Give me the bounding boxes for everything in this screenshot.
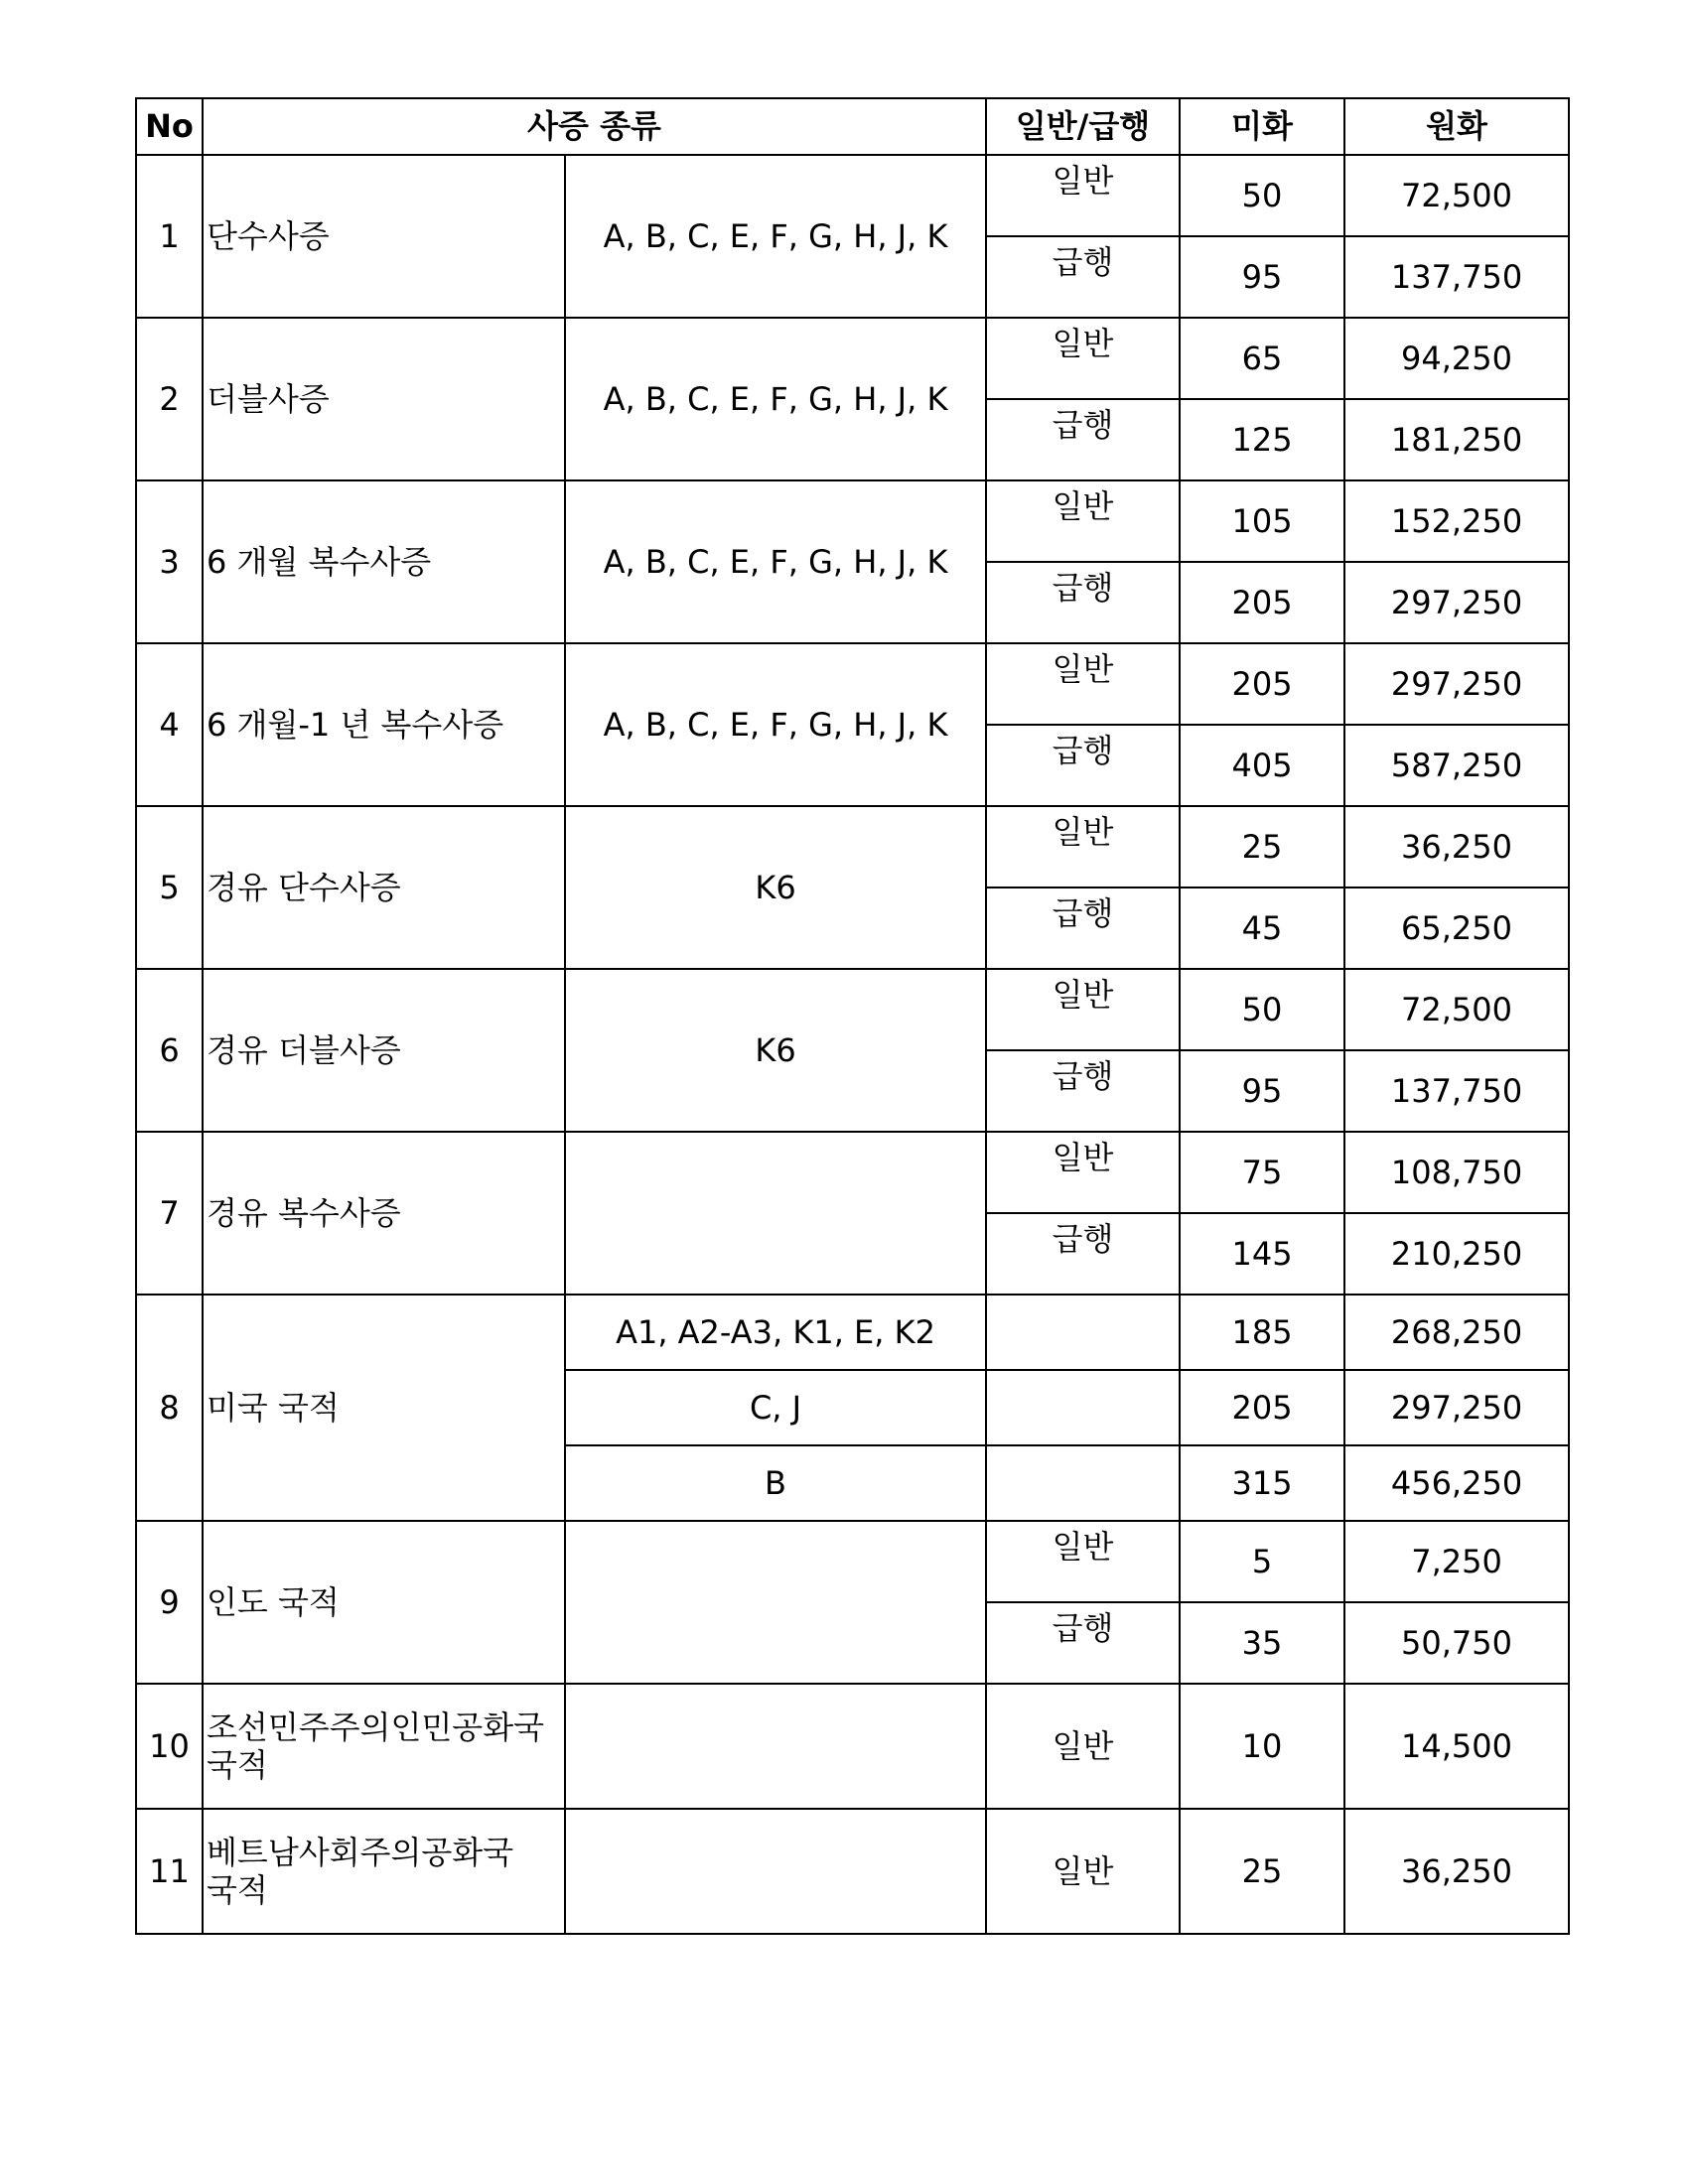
header-speed: 일반/급행 [986, 98, 1180, 155]
row-number: 7 [136, 1132, 203, 1295]
fee-usd: 315 [1180, 1445, 1344, 1521]
table-row [136, 1132, 1569, 1213]
fee-usd: 45 [1180, 887, 1344, 969]
table-row [136, 1684, 1569, 1809]
visa-name [203, 1684, 565, 1809]
fee-krw: 36,250 [1344, 806, 1569, 887]
table-row [136, 155, 1569, 236]
processing-speed [986, 1445, 1180, 1521]
processing-speed: 급행 [986, 887, 1180, 969]
fee-usd: 75 [1180, 1132, 1344, 1213]
fee-usd: 25 [1180, 1809, 1344, 1934]
visa-categories: A, B, C, E, F, G, H, J, K [565, 480, 986, 643]
fee-krw: 297,250 [1344, 1370, 1569, 1445]
fee-usd: 35 [1180, 1602, 1344, 1684]
visa-name-line: 6 개월 복수사증 [207, 542, 432, 581]
processing-speed: 일반 [986, 1684, 1180, 1809]
row-number: 2 [136, 318, 203, 480]
fee-krw: 268,250 [1344, 1295, 1569, 1370]
visa-name [203, 480, 565, 643]
fee-usd: 405 [1180, 725, 1344, 806]
processing-speed: 급행 [986, 1050, 1180, 1132]
processing-speed: 급행 [986, 399, 1180, 480]
fee-usd: 205 [1180, 643, 1344, 725]
visa-name-line: 6 개월-1 년 복수사증 [207, 705, 504, 744]
visa-name [203, 643, 565, 806]
fee-usd: 185 [1180, 1295, 1344, 1370]
table-row [136, 1521, 1569, 1602]
fee-krw: 137,750 [1344, 1050, 1569, 1132]
table-row [136, 480, 1569, 562]
processing-speed: 일반 [986, 806, 1180, 887]
header-no: No [136, 98, 203, 155]
visa-categories: K6 [565, 969, 986, 1132]
visa-name-line: 경유 더블사증 [207, 1030, 401, 1069]
visa-name-line: 경유 복수사증 [207, 1193, 401, 1232]
visa-name [203, 318, 565, 480]
fee-usd: 95 [1180, 236, 1344, 318]
processing-speed: 급행 [986, 562, 1180, 643]
row-number: 4 [136, 643, 203, 806]
row-number: 10 [136, 1684, 203, 1809]
visa-categories: A, B, C, E, F, G, H, J, K [565, 155, 986, 318]
visa-name [203, 969, 565, 1132]
processing-speed: 급행 [986, 236, 1180, 318]
processing-speed: 일반 [986, 969, 1180, 1050]
fee-usd: 95 [1180, 1050, 1344, 1132]
fee-krw: 587,250 [1344, 725, 1569, 806]
fee-krw: 210,250 [1344, 1213, 1569, 1295]
header-row [136, 98, 1569, 155]
fee-krw: 72,500 [1344, 969, 1569, 1050]
processing-speed: 일반 [986, 643, 1180, 725]
row-number: 1 [136, 155, 203, 318]
visa-name-line: 국적 [207, 1746, 268, 1784]
row-number: 9 [136, 1521, 203, 1684]
table-row [136, 643, 1569, 725]
visa-name-line: 베트남사회주의공화국 [207, 1833, 514, 1871]
visa-name-line: 조선민주주의인민공화국 [207, 1707, 545, 1746]
fee-krw: 7,250 [1344, 1521, 1569, 1602]
fee-usd: 50 [1180, 969, 1344, 1050]
table-row [136, 806, 1569, 887]
fee-usd: 10 [1180, 1684, 1344, 1809]
fee-usd: 105 [1180, 480, 1344, 562]
processing-speed [986, 1295, 1180, 1370]
visa-name-line: 미국 국적 [207, 1388, 340, 1427]
visa-categories: A1, A2-A3, K1, E, K2 [565, 1295, 986, 1370]
fee-usd: 145 [1180, 1213, 1344, 1295]
fee-krw: 108,750 [1344, 1132, 1569, 1213]
fee-krw: 65,250 [1344, 887, 1569, 969]
fee-usd: 25 [1180, 806, 1344, 887]
visa-name-line: 인도 국적 [207, 1582, 340, 1621]
visa-name [203, 155, 565, 318]
fee-krw: 456,250 [1344, 1445, 1569, 1521]
fee-krw: 297,250 [1344, 562, 1569, 643]
processing-speed: 일반 [986, 1132, 1180, 1213]
table-row [136, 1295, 1569, 1370]
table-row [136, 1809, 1569, 1934]
visa-name-line: 더블사증 [207, 379, 330, 418]
fee-krw: 181,250 [1344, 399, 1569, 480]
visa-name [203, 1809, 565, 1934]
visa-categories [565, 1684, 986, 1809]
fee-krw: 14,500 [1344, 1684, 1569, 1809]
table-body [136, 155, 1569, 1934]
visa-name [203, 806, 565, 969]
visa-name-line: 단수사증 [207, 216, 330, 255]
fee-krw: 36,250 [1344, 1809, 1569, 1934]
fee-usd: 5 [1180, 1521, 1344, 1602]
visa-name [203, 1132, 565, 1295]
processing-speed [986, 1370, 1180, 1445]
visa-categories [565, 1132, 986, 1295]
header-usd: 미화 [1180, 98, 1344, 155]
processing-speed: 일반 [986, 480, 1180, 562]
fee-krw: 94,250 [1344, 318, 1569, 399]
visa-categories [565, 1809, 986, 1934]
visa-name [203, 1521, 565, 1684]
visa-categories: A, B, C, E, F, G, H, J, K [565, 318, 986, 480]
table-row [136, 969, 1569, 1050]
fee-usd: 205 [1180, 1370, 1344, 1445]
processing-speed: 일반 [986, 1521, 1180, 1602]
processing-speed: 급행 [986, 1602, 1180, 1684]
fee-krw: 297,250 [1344, 643, 1569, 725]
visa-fee-table [135, 97, 1570, 1935]
processing-speed: 급행 [986, 1213, 1180, 1295]
visa-categories: K6 [565, 806, 986, 969]
visa-categories: C, J [565, 1370, 986, 1445]
processing-speed: 급행 [986, 725, 1180, 806]
visa-name-line: 국적 [207, 1871, 268, 1909]
fee-krw: 152,250 [1344, 480, 1569, 562]
visa-name-line: 경유 단수사증 [207, 868, 401, 906]
table-row [136, 318, 1569, 399]
processing-speed: 일반 [986, 155, 1180, 236]
fee-usd: 205 [1180, 562, 1344, 643]
visa-categories: A, B, C, E, F, G, H, J, K [565, 643, 986, 806]
fee-usd: 125 [1180, 399, 1344, 480]
header-visa-type: 사증 종류 [203, 98, 986, 155]
header-krw: 원화 [1344, 98, 1569, 155]
fee-krw: 137,750 [1344, 236, 1569, 318]
fee-krw: 72,500 [1344, 155, 1569, 236]
row-number: 11 [136, 1809, 203, 1934]
processing-speed: 일반 [986, 1809, 1180, 1934]
row-number: 6 [136, 969, 203, 1132]
fee-krw: 50,750 [1344, 1602, 1569, 1684]
row-number: 8 [136, 1295, 203, 1521]
visa-name [203, 1295, 565, 1521]
fee-usd: 65 [1180, 318, 1344, 399]
visa-categories: B [565, 1445, 986, 1521]
row-number: 5 [136, 806, 203, 969]
row-number: 3 [136, 480, 203, 643]
visa-categories [565, 1521, 986, 1684]
fee-usd: 50 [1180, 155, 1344, 236]
processing-speed: 일반 [986, 318, 1180, 399]
